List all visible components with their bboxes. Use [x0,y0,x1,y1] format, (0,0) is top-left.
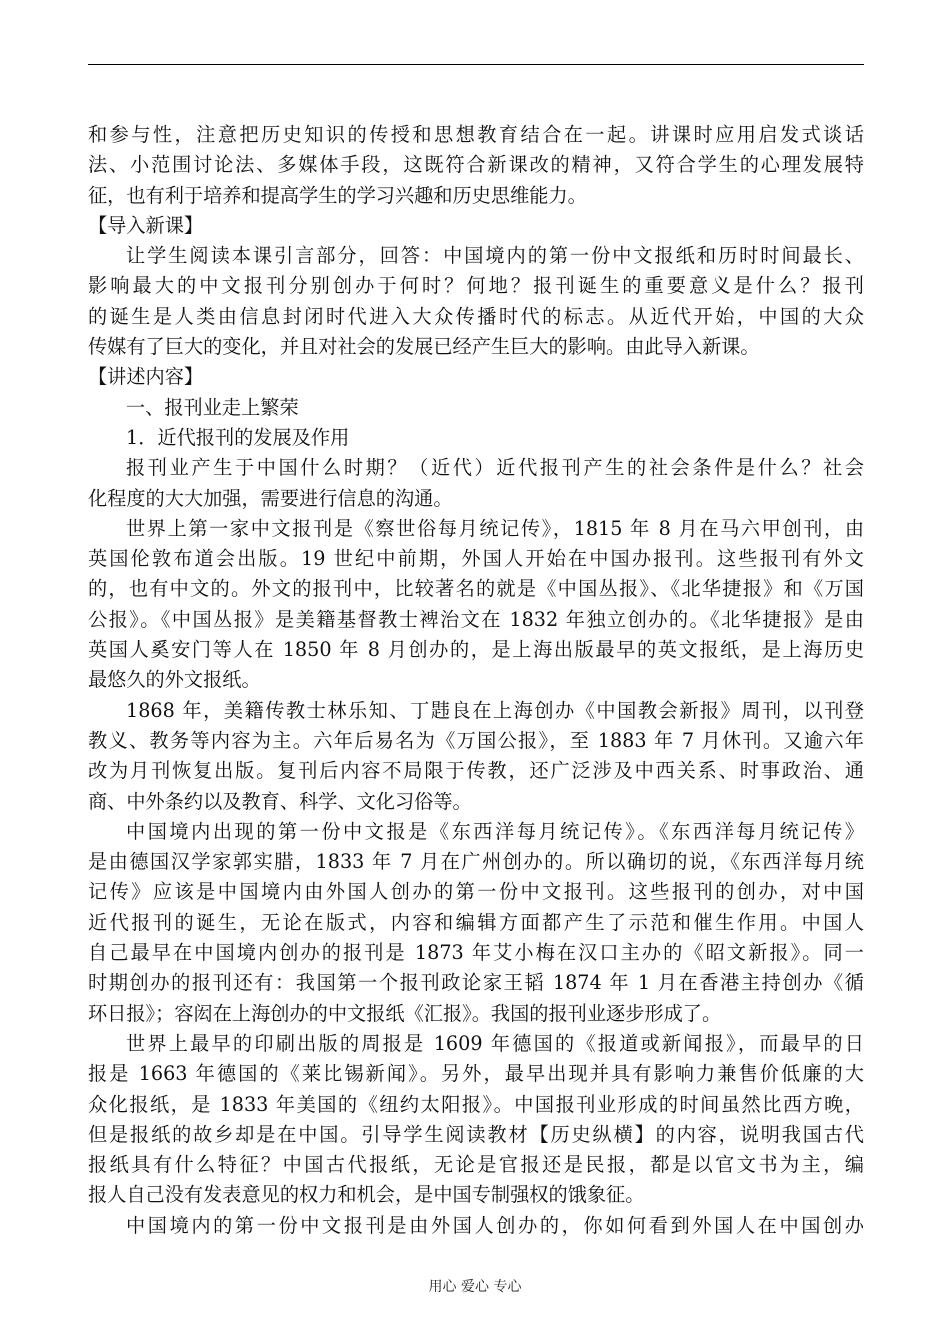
text-line: 一、报刊业走上繁荣 [126,395,299,419]
text-line: 和参与性，注意把历史知识的传授和思想教育结合在一起。讲课时应用启发式谈话 [88,123,864,146]
text-line: 改为月刊恢复出版。复刊后内容不局限于传教，还广泛涉及中西关系、时事政治、通 [88,759,864,783]
page-footer: 用心 爱心 专心 [428,1279,522,1295]
text-line: 传媒有了巨大的变化，并且对社会的发展已经产生巨大的影响。由此导入新课。 [88,335,760,359]
text-line: 征，也有利于培养和提高学生的学习兴趣和历史思维能力。 [88,183,587,207]
text-line: 英国人奚安门等人在 1850 年 8 月创办的，是上海出版最早的英文报纸，是上海历史 [88,638,864,662]
text-line: 影响最大的中文报刊分别创办于何时？何地？报刊诞生的重要意义是什么？报刊 [88,274,864,298]
text-line: 中国境内出现的第一份中文报是《东西洋每月统记传》。《东西洋每月统记传》 [126,819,864,843]
text-line: 中国境内的第一份中文报刊是由外国人创办的，你如何看到外国人在中国创办 [126,1213,864,1237]
text-line: 报刊业产生于中国什么时期？（近代）近代报刊产生的社会条件是什么？社会 [126,456,864,480]
text-line: 商、中外条约以及教育、科学、文化习俗等。 [88,789,472,813]
text-line: 教义、教务等内容为主。六年后易名为《万国公报》，至 1883 年 7 月休刊。又逾六年 [88,728,864,752]
text-line: 众化报纸，是 1833 年美国的《纽约太阳报》。中国报刊业形成的时间虽然比西方晚， [88,1092,864,1116]
text-line: 报是 1663 年德国的《莱比锡新闻》。另外，最早出现并具有影响力兼售价低廉的大 [88,1062,864,1086]
header-rule [88,64,864,65]
text-line: 【讲述内容】 [88,365,204,389]
text-line: 1．近代报刊的发展及作用 [126,425,350,449]
text-line: 化程度的大大加强，需要进行信息的沟通。 [88,486,453,510]
text-line: 报纸具有什么特征？中国古代报纸，无论是官报还是民报，都是以官文书为主，编 [88,1153,864,1177]
text-line: 最悠久的外文报纸。 [88,668,261,692]
text-line: 的诞生是人类由信息封闭时代进入大众传播时代的标志。从近代开始，中国的大众 [88,304,864,328]
text-line: 环日报》；容闳在上海创办的中文报纸《汇报》。我国的报刊业逐步形成了。 [88,1001,722,1025]
text-line: 近代报刊的诞生，无论在版式，内容和编辑方面都产生了示范和催生作用。中国人 [88,910,864,934]
text-line: 报人自己没有发表意见的权力和机会，是中国专制强权的饿象征。 [88,1183,645,1207]
text-line: 的，也有中文的。外文的报刊中，比较著名的就是《中国丛报》、《北华捷报》和《万国 [88,577,864,601]
text-line: 但是报纸的故乡却是在中国。引导学生阅读教材【历史纵横】的内容，说明我国古代 [88,1122,864,1146]
text-line: 让学生阅读本课引言部分，回答：中国境内的第一份中文报纸和历时时间最长、 [126,244,864,268]
text-line: 世界上第一家中文报刊是《察世俗每月统记传》，1815 年 8 月在马六甲创刊，由 [126,516,864,540]
text-line: 法、小范围讨论法、多媒体手段，这既符合新课改的精神，又符合学生的心理发展特 [88,153,864,177]
body-text [88,120,864,1241]
text-line: 1868 年，美籍传教士林乐知、丁韪良在上海创办《中国教会新报》周刊，以刊登 [126,698,864,722]
text-line: 记传》应该是中国境内由外国人创办的第一份中文报刊。这些报刊的创办，对中国 [88,880,864,904]
text-line: 【导入新课】 [88,213,204,237]
text-line: 英国伦敦布道会出版。19 世纪中前期，外国人开始在中国办报刊。这些报刊有外文 [88,547,864,571]
text-line: 是由德国汉学家郭实腊，1833 年 7 月在广州创办的。所以确切的说，《东西洋每月统 [88,850,864,874]
text-line: 自己最早在中国境内创办的报刊是 1873 年艾小梅在汉口主办的《昭文新报》。同一 [88,941,864,965]
text-line: 时期创办的报刊还有：我国第一个报刊政论家王韬 1874 年 1 月在香港主持创办《循 [88,971,864,995]
text-line: 世界上最早的印刷出版的周报是 1609 年德国的《报道或新闻报》，而最早的日 [126,1031,864,1055]
text-line: 公报》。《中国丛报》是美籍基督教士裨治文在 1832 年独立创办的。《北华捷报》是由 [88,607,864,631]
